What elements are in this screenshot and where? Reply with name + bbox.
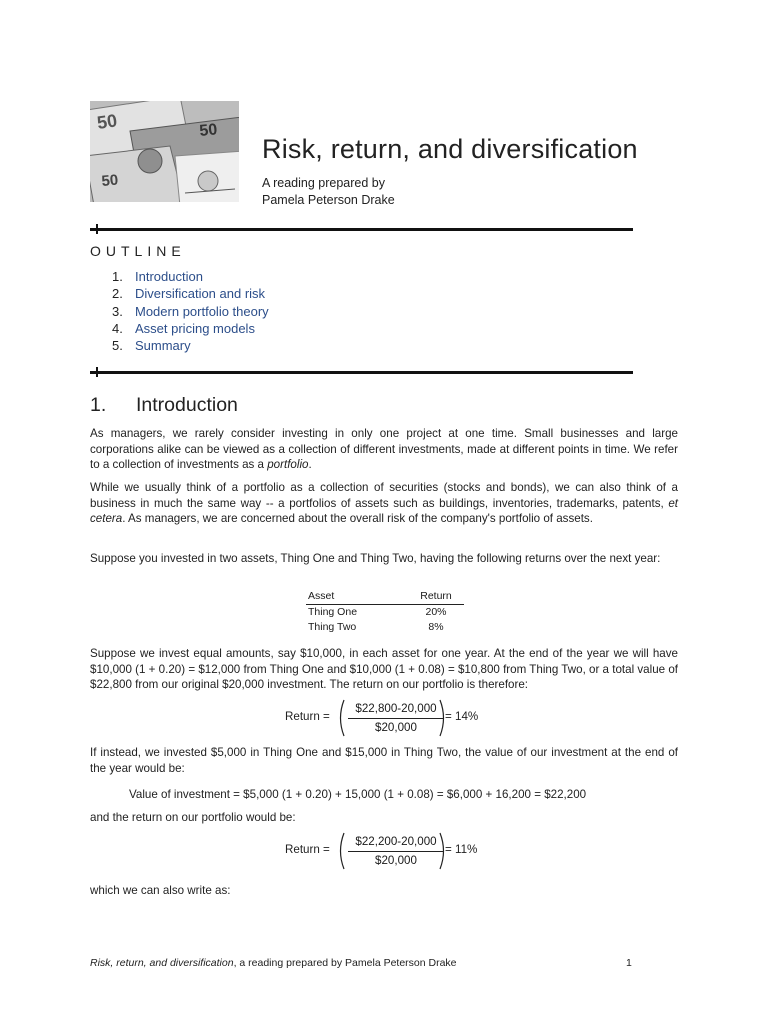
equation-2-result: = 11% — [445, 843, 478, 856]
section-heading — [90, 394, 238, 417]
outline-link-introduction[interactable]: Introduction — [135, 269, 203, 284]
paragraph-2-end: . As managers, we are concerned about the overall risk of the company's portfolio of assets. — [122, 512, 593, 526]
footer-title: Risk, return, and diversification — [90, 957, 234, 969]
section-number: 1. — [90, 394, 107, 416]
equation-1-denominator: $20,000 — [375, 721, 417, 734]
outline-list — [112, 268, 269, 354]
outline-item-number: 1. — [112, 269, 123, 284]
equation-1-result: = 14% — [445, 710, 479, 723]
equation-2-numerator: $22,200-20,000 — [355, 835, 437, 848]
paragraph-6: and the return on our portfolio would be: — [90, 811, 296, 824]
outline-link-asset-pricing[interactable]: Asset pricing models — [135, 320, 255, 336]
header-banknotes-image — [90, 101, 239, 202]
paragraph-1 — [90, 426, 678, 473]
table-header-row — [306, 590, 464, 605]
outline-link-diversification[interactable]: Diversification and risk — [135, 286, 266, 302]
outline-item[interactable] — [112, 303, 269, 320]
value-of-investment-line: Value of investment = $5,000 (1 + 0.20) + 15,000 (1 + 0.08) = $6,000 + 16,200 = $22,200 — [129, 788, 587, 801]
paragraph-1-text: As managers, we rarely consider investing in only one project at one time. Small businesses and large corporations alike can be viewed as a collection of different investments, made at different points in time. We refer to a collection of investments as a — [90, 427, 678, 472]
equation-1-numerator: $22,800-20,000 — [355, 702, 437, 715]
equation-2-fraction-bar — [348, 851, 444, 852]
outline-link-modern-portfolio-theory[interactable]: Modern portfolio theory — [135, 303, 269, 319]
section-title: Introduction — [136, 394, 238, 416]
outline-item[interactable] — [112, 337, 269, 354]
paragraph-2 — [90, 480, 678, 527]
returns-table — [306, 590, 464, 635]
outline-item-number: 3. — [112, 303, 123, 319]
table-header-return: Return — [408, 590, 464, 605]
outline-item[interactable] — [112, 268, 269, 285]
outline-bottom-rule — [90, 371, 633, 374]
paragraph-7: which we can also write as: — [90, 884, 231, 897]
table-cell-asset: Thing Two — [308, 621, 357, 633]
svg-text:50: 50 — [198, 121, 219, 140]
outline-item-number: 4. — [112, 320, 123, 336]
table-cell-return: 8% — [428, 621, 444, 633]
outline-top-rule-tick — [96, 224, 98, 234]
outline-item[interactable] — [112, 285, 269, 302]
page-number: 1 — [626, 957, 632, 969]
page-footer — [90, 957, 457, 969]
et-cetera-term: et cetera — [90, 496, 678, 526]
table-row — [306, 605, 464, 621]
outline-item[interactable] — [112, 320, 269, 337]
outline-heading: OUTLINE — [90, 243, 186, 259]
svg-text:50: 50 — [100, 171, 119, 190]
outline-item-number: 2. — [112, 286, 123, 302]
equation-1-fraction-bar — [348, 718, 444, 719]
paragraph-5: If instead, we invested $5,000 in Thing One and $15,000 in Thing Two, the value of our investment at the end of the year would be: — [90, 746, 678, 775]
document-title: Risk, return, and diversification — [262, 134, 638, 164]
paragraph-4: Suppose we invest equal amounts, say $10,000, in each asset for one year. At the end of the year we will have $10,000 (1 + 0.20) = $12,000 from Thing One and $10,000 (1 + 0.08) = $10,800 from Thing Two, or a total value of $22,800 from our original $20,000 investment. The return on our portfolio is therefore: — [90, 647, 678, 692]
equation-1-lhs: Return = — [285, 710, 330, 723]
subtitle-author: Pamela Peterson Drake — [262, 193, 395, 207]
subtitle-line-1: A reading prepared by — [262, 176, 386, 190]
outline-bottom-rule-tick — [96, 367, 98, 377]
outline-top-rule — [90, 228, 633, 231]
outline-link-summary[interactable]: Summary — [135, 338, 191, 354]
svg-text:50: 50 — [95, 110, 119, 133]
equation-2-lhs: Return = — [285, 843, 330, 856]
table-cell-asset: Thing One — [308, 606, 358, 618]
table-cell-return: 20% — [425, 606, 447, 618]
paragraph-3: Suppose you invested in two assets, Thing One and Thing Two, having the following returns over the next year: — [90, 552, 661, 565]
paragraph-2-text: While we usually think of a portfolio as a collection of securities (stocks and bonds), we can also think of a business in much the same way -- a portfolios of assets such as buildings, inventories, trademarks, patents, — [90, 481, 678, 510]
portfolio-term: portfolio — [267, 458, 309, 472]
banknotes-illustration — [90, 101, 239, 202]
equation-2-denominator: $20,000 — [375, 854, 417, 867]
table-row — [306, 620, 464, 635]
table-header-asset: Asset — [306, 590, 408, 605]
paragraph-1-end: . — [308, 458, 312, 472]
footer-byline: , a reading prepared by Pamela Peterson Drake — [233, 957, 457, 969]
outline-item-number: 5. — [112, 338, 123, 354]
